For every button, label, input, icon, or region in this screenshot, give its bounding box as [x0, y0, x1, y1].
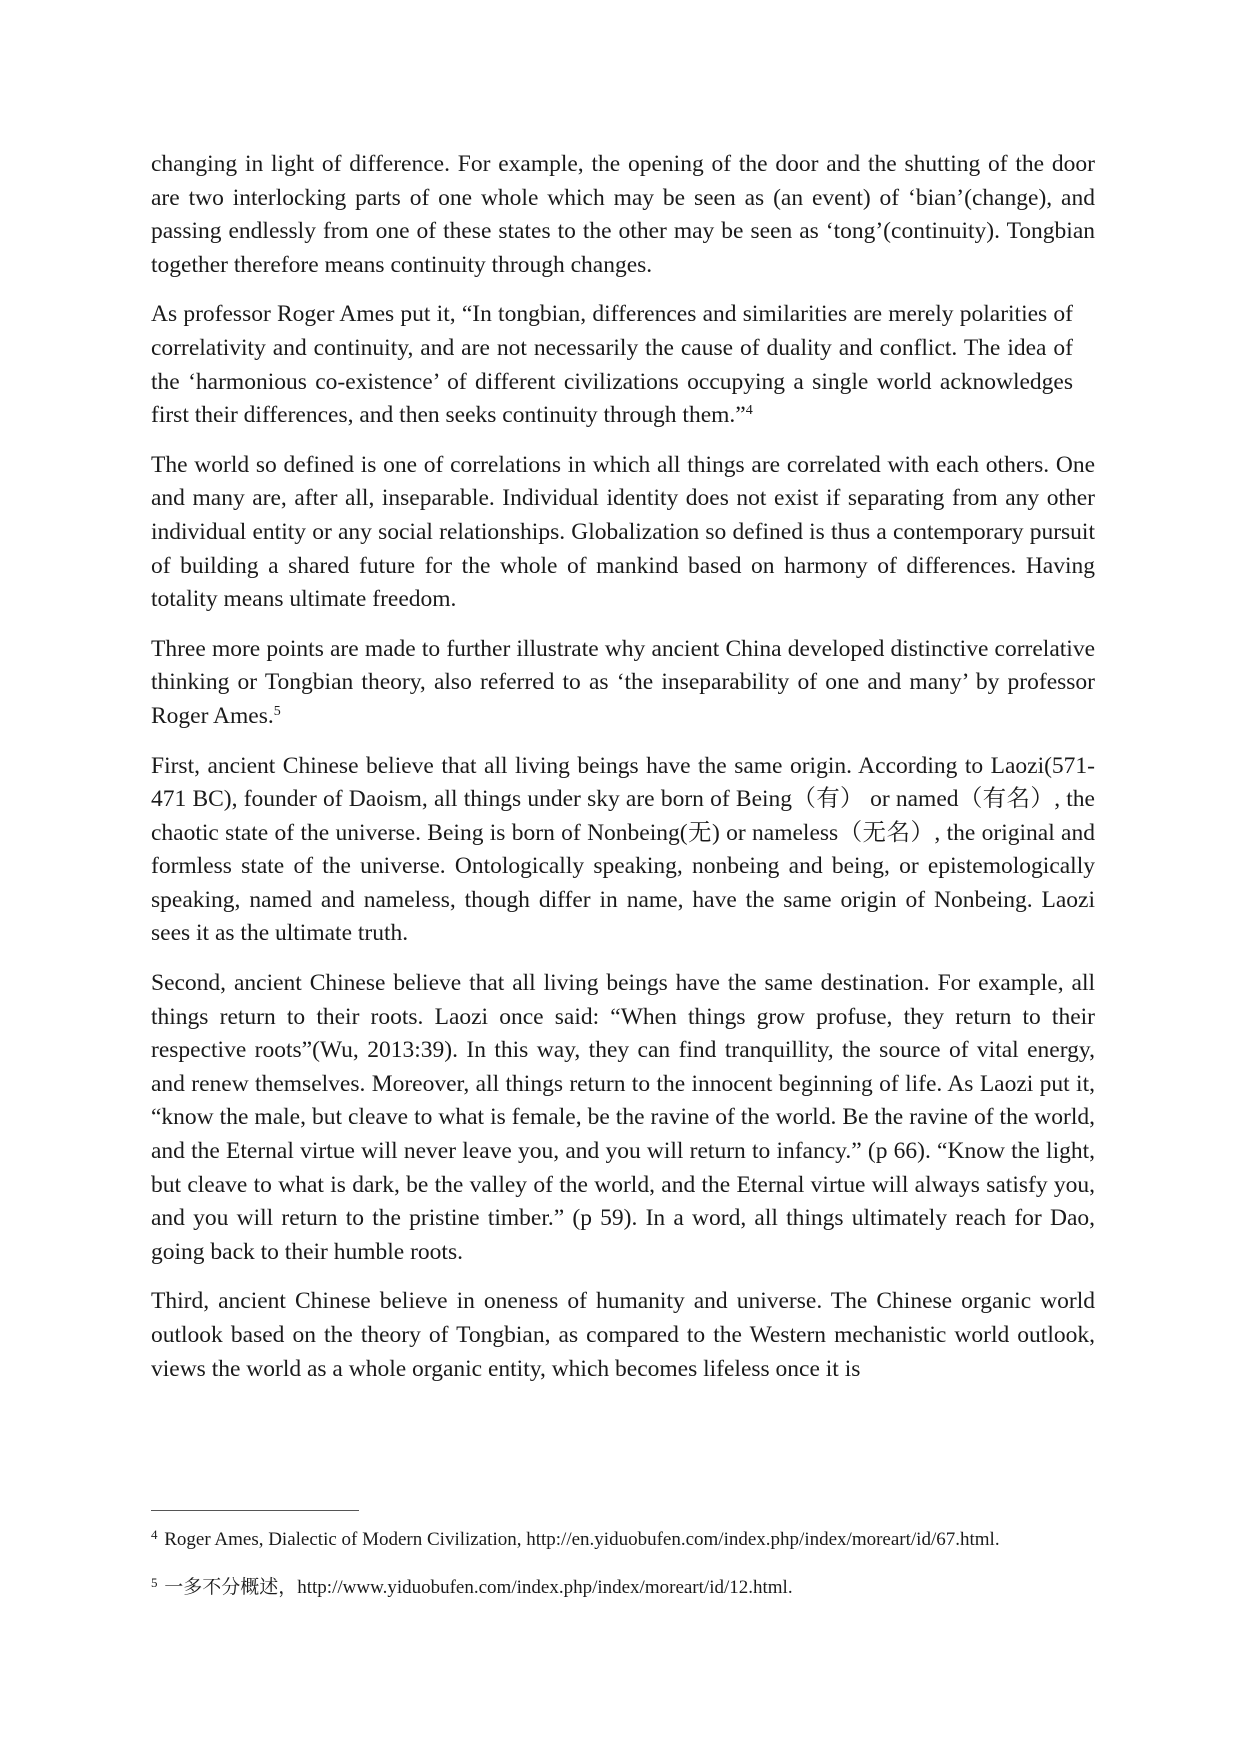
paragraph	[151, 633, 1095, 734]
paragraph-text: As professor Roger Ames put it, “In tongbian, differences and similarities are merely polarities of correlativity and continuity, and are not necessarily the cause of duality and conflict. The idea of the ‘harmonious co-existence’ of different civilizations occupying a single world acknowledges first their differences, and then seeks continuity through them.”	[151, 301, 1073, 429]
paragraph	[151, 449, 1095, 617]
footnote-reference[interactable]: 4	[745, 403, 753, 419]
paragraph	[151, 967, 1095, 1269]
paragraph-text: changing in light of difference. For example, the opening of the door and the shutting of the door are two interlocking parts of one whole which may be seen as (an event) of ‘bian’(change), and passing endlessly from one of these states to the other may be seen as ‘tong’(continuity). Tongbian together therefore means continuity through changes.	[151, 151, 1095, 278]
paragraph	[151, 148, 1095, 282]
footnote-text[interactable]: Roger Ames, Dialectic of Modern Civilization, http://en.yiduobufen.com/index.php/index/moreart/id/67.html.	[164, 1529, 1000, 1550]
paragraph-text: Second, ancient Chinese believe that all living beings have the same destination. For example, all things return to their roots. Laozi once said: “When things grow profuse, they return to their respective roots”(Wu, 2013:39). In this way, they can find tranquillity, the source of vital energy, and renew themselves. Moreover, all things return to the innocent beginning of life. As Laozi put it, “know the male, but cleave to what is female, be the ravine of the world. Be the ravine of the world, and the Eternal virtue will never leave you, and you will return to infancy.” (p 66). “Know the light, but cleave to what is dark, be the valley of the world, and the Eternal virtue will always satisfy you, and you will return to the pristine timber.” (p 59). In a word, all things ultimately reach for Dao, going back to their humble roots.	[151, 970, 1095, 1265]
footnotes	[151, 1528, 1095, 1624]
paragraph-text: First, ancient Chinese believe that all living beings have the same origin. According to Laozi(571-471 BC), founder of Daoism, all things under sky are born of Being（有） or named（有名）, the chaotic state of the universe. Being is born of Nonbeing(无) or nameless（无名）, the original and formless state of the universe. Ontologically speaking, nonbeing and being, or epistemologically speaking, named and nameless, though differ in name, have the same origin of Nonbeing. Laozi sees it as the ultimate truth.	[151, 752, 1095, 947]
document-body	[151, 148, 1095, 1402]
footnote-number: 5	[151, 1575, 158, 1590]
paragraph-text: Three more points are made to further illustrate why ancient China developed distinctive correlative thinking or Tongbian theory, also referred to as ‘the inseparability of one and many’ by professor Roger Ames.	[151, 635, 1095, 729]
footnote-reference[interactable]: 5	[273, 703, 281, 719]
footnote-number: 4	[151, 1527, 158, 1542]
paragraph	[151, 1285, 1095, 1386]
footnote-text[interactable]: 一多不分概述，http://www.yiduobufen.com/index.php/index/moreart/id/12.html.	[164, 1577, 793, 1598]
footnote	[151, 1576, 1095, 1600]
paragraph-text: The world so defined is one of correlations in which all things are correlated with each others. One and many are, after all, inseparable. Individual identity does not exist if separating from any other individual entity or any social relationships. Globalization so defined is thus a contemporary pursuit of building a shared future for the whole of mankind based on harmony of differences. Having totality means ultimate freedom.	[151, 451, 1095, 613]
paragraph-text: Third, ancient Chinese believe in oneness of humanity and universe. The Chinese organic world outlook based on the theory of Tongbian, as compared to the Western mechanistic world outlook, views the world as a whole organic entity, which becomes lifeless once it is	[151, 1288, 1095, 1382]
paragraph	[151, 298, 1073, 432]
paragraph	[151, 750, 1095, 952]
footnote	[151, 1528, 1095, 1552]
footnote-separator	[151, 1510, 359, 1511]
